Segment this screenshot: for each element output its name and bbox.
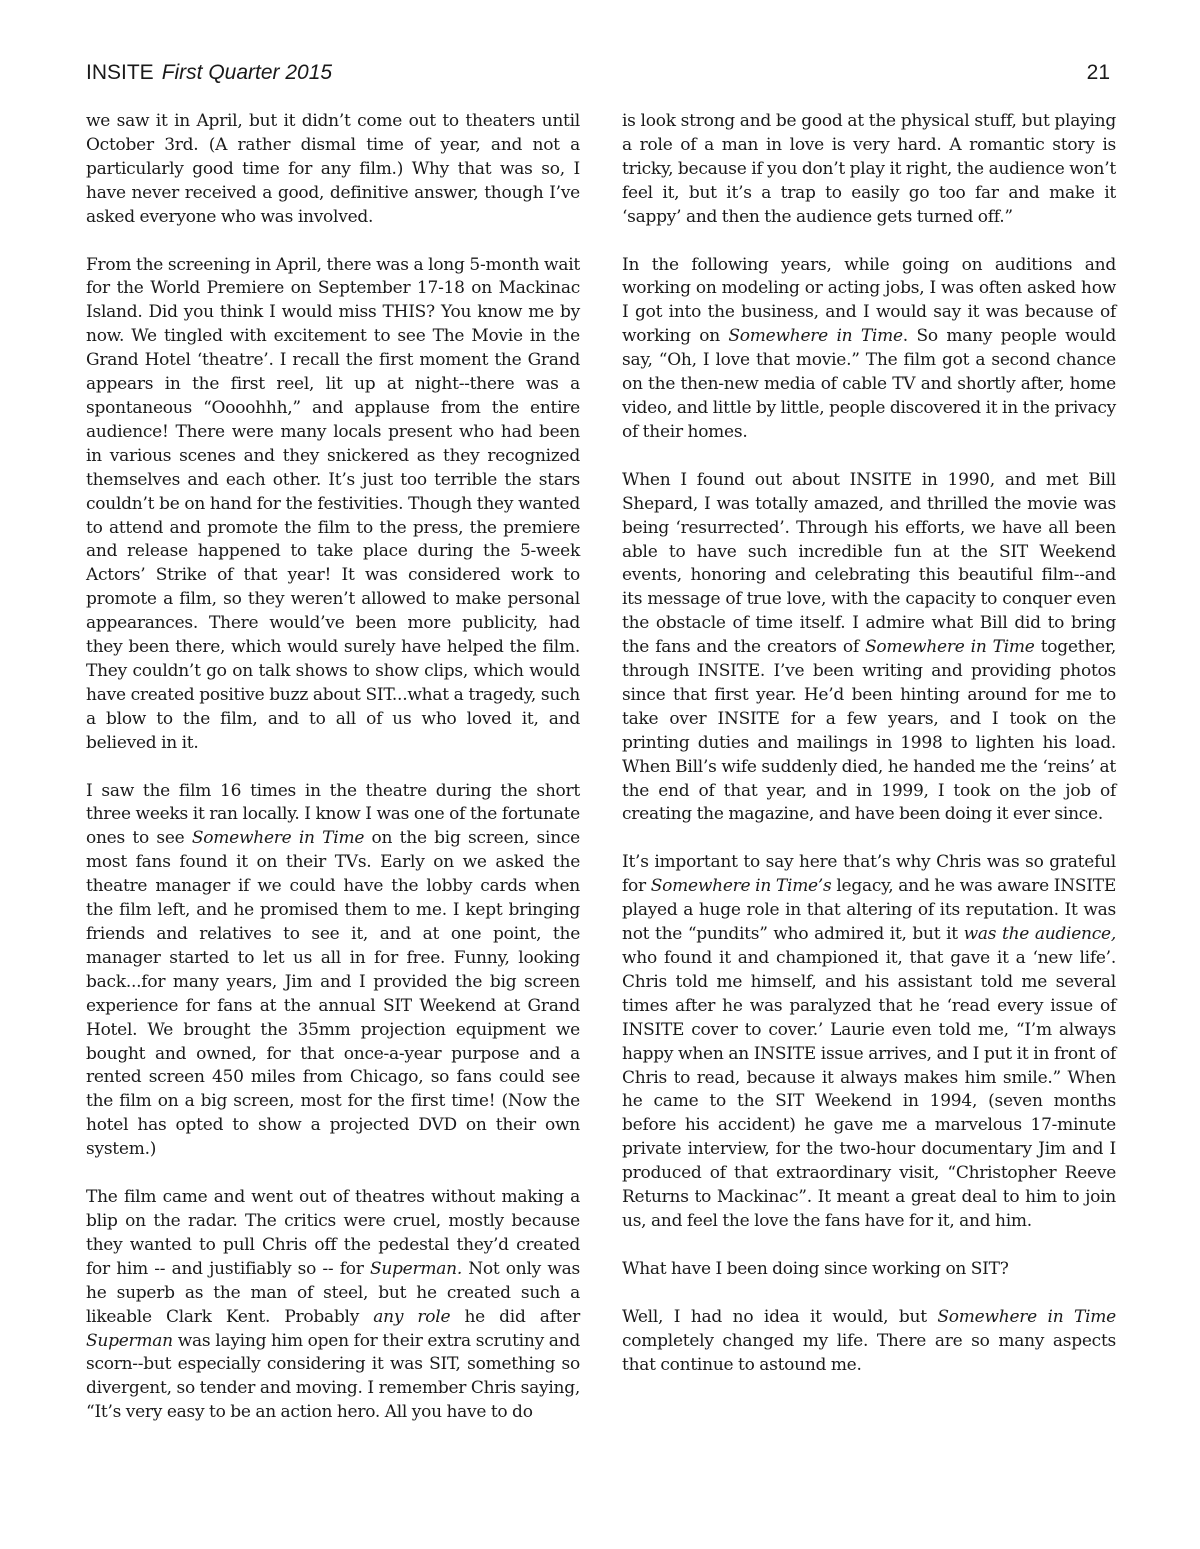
page-number: 21 <box>1086 61 1110 84</box>
text-run: was laying him open for their extra scrutiny and scorn--but especially considering it was SIT, something so divergent, so tender and moving. I remember Chris saying, “It’s very easy to be an action hero. All you have to do <box>86 1330 580 1423</box>
italic-text: Somewhere in Time <box>937 1306 1116 1327</box>
running-header <box>86 57 1110 89</box>
italic-text: was the audience, <box>963 924 1116 945</box>
text-run: I saw the film 16 times in the theatre during the short three weeks it ran locally. I know I was one of the fortunate ones to see <box>86 780 580 849</box>
issue-label: First Quarter 2015 <box>161 61 333 84</box>
text-run: on the big screen, since most fans found it on their TVs. Early on we asked the theatre manager if we could have the lobby cards when the film left, and he promised them to me. I kept bringing friends and relatives to see it, and at one point, the manager started to let us all in for free. Funny, looking back...for many years, Jim and I provided the big screen experience for fans at the annual SIT Weekend at Grand Hotel. We brought the 35mm projection equipment we bought and owned, for that once-a-year purpose and a rented screen 450 miles from Chicago, so fans could see the film on a big screen, most for the first time! (Now the hotel has opted to show a projected DVD on their own system.) <box>86 828 580 1160</box>
text-run: we saw it in April, but it didn’t come out to theaters until October 3rd. (A rather dismal time of year, and not a particularly good time for any film.) Why that was so, I have never received a good, definitive answer, though I’ve asked everyone who was involved. <box>86 111 580 227</box>
text-run: together, through INSITE. I’ve been writing and providing photos since that first year. He’d been hinting around for me to take over INSITE for a few years, and I took on the printing duties and mailings in 1998 to lighten his load. When Bill’s wife suddenly died, he handed me the ‘reins’ at the end of that year, and in 1999, I took on the job of creating the magazine, and have been doing it ever since. <box>622 637 1116 825</box>
left-column <box>86 110 580 1425</box>
paragraph <box>622 1306 1116 1378</box>
paragraph <box>622 851 1116 1234</box>
text-run: Not only was he superb as the man of steel, but he created such a likeable Clark Kent. Probably <box>86 1258 580 1327</box>
text-run: legacy, and he was aware INSITE played a huge role in that altering of its reputation. It was not the “pundits” who admired it, but it <box>622 876 1116 945</box>
text-run: What have I been doing since working on SIT? <box>622 1258 1009 1279</box>
italic-text: Somewhere in Time’s <box>650 876 832 897</box>
italic-text: Superman. <box>369 1258 462 1279</box>
paragraph <box>622 254 1116 445</box>
text-run: When I found out about INSITE in 1990, and met Bill Shepard, I was totally amazed, and thrilled the movie was being ‘resurrected’. Through his efforts, we have all been able to have such incredible fun at the SIT Weekend events, honoring and celebrating this beautiful film--and its message of true love, with the capacity to conquer even the obstacle of time itself. I admire what Bill did to bring the fans and the creators of <box>622 469 1116 658</box>
text-run: . So many people would say, “Oh, I love that movie.” The film got a second chance on the then-new media of cable TV and shortly after, home video, and little by little, people discovered it in the privacy of their homes. <box>622 326 1116 442</box>
text-run: is look strong and be good at the physical stuff, but playing a role of a man in love is very hard. A romantic story is tricky, because if you don’t play it right, the audience won’t feel it, but it’s a trap to easily go too far and make it ‘sappy’ and then the audience gets turned off.” <box>622 111 1116 227</box>
italic-text: any role <box>373 1306 451 1327</box>
text-run: In the following years, while going on auditions and working on modeling or acting jobs, I was often asked how I got into the business, and I would say it was because of working on <box>622 254 1116 347</box>
paragraph <box>86 110 580 230</box>
text-run: From the screening in April, there was a long 5-month wait for the World Premiere on September 17-18 on Mackinac Island. Did you think I would miss THIS? You know me by now. We tingled with excitement to see The Movie in the Grand Hotel ‘theatre’. I recall the first moment the Grand appears in the first reel, lit up at night--there was a spontaneous “Oooohhh,” and applause from the entire audience! There were many locals present who had been in various scenes and they snickered as they recognized themselves and each other. It’s just too terrible the stars couldn’t be on hand for the festivities. Though they wanted to attend and promote the film to the press, the premiere and release happened to take place during the 5-week Actors’ Strike of that year! It was considered work to promote a film, so they weren’t allowed to make personal appearances. There would’ve been more publicity, had they been there, which would surely have helped the film. They couldn’t go on talk shows to show clips, which would have created positive buzz about SIT...what a tragedy, such a blow to the film, and to all of us who loved it, and believed in it. <box>86 254 580 753</box>
text-run: It’s important to say here that’s why Chris was so grateful for <box>622 852 1116 897</box>
italic-text: Somewhere in Time <box>191 828 365 849</box>
paragraph <box>622 1258 1116 1282</box>
text-run: who found it and championed it, that gave it a ‘new life’. Chris told me himself, and his assistant told me several times after he was paralyzed that he ‘read every issue of INSITE cover to cover.’ Laurie even told me, “I’m always happy when an INSITE issue arrives, and I put it in front of Chris to read, because it always makes him smile.” When he came to the SIT Weekend in 1994, (seven months before his accident) he gave me a marvelous 17-minute private interview, for the two-hour documentary Jim and I produced of that extraordinary visit, “Christopher Reeve Returns to Mackinac”. It meant a great deal to him to join us, and feel the love the fans have for it, and him. <box>622 948 1116 1231</box>
text-run: Well, I had no idea it would, but <box>622 1306 938 1327</box>
publication-line <box>86 57 332 89</box>
text-run: he did after <box>450 1306 581 1327</box>
text-run: The film came and went out of theatres without making a blip on the radar. The critics were cruel, mostly because they wanted to pull Chris off the pedestal they’d created for him -- and justifiably so -- for <box>86 1187 580 1279</box>
italic-text: Somewhere in Time <box>728 326 903 347</box>
text-run: completely changed my life. There are so many aspects that continue to astound me. <box>622 1330 1116 1375</box>
italic-text: Somewhere in Time <box>864 637 1035 658</box>
paragraph <box>86 780 580 1163</box>
paragraph <box>86 1186 580 1425</box>
paragraph <box>622 110 1116 230</box>
paragraph <box>622 469 1116 828</box>
italic-text: Superman <box>86 1330 173 1351</box>
paragraph <box>86 254 580 756</box>
publication-name: INSITE <box>86 61 154 84</box>
right-column <box>622 110 1116 1378</box>
